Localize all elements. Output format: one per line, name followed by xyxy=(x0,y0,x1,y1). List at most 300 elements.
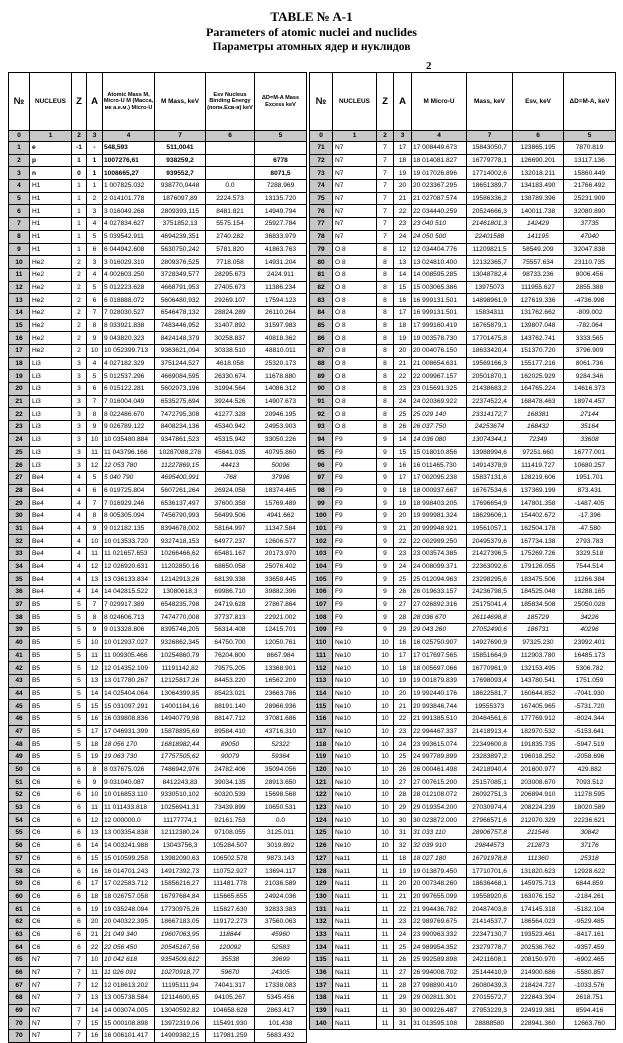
binding-energy-cell: 89584.410 xyxy=(206,725,255,738)
mass-kev-cell: 939552,7 xyxy=(155,167,206,180)
row-number: 81 xyxy=(310,268,333,281)
nucleus-cell: O 8 xyxy=(333,383,377,396)
binding-energy-cell xyxy=(206,167,255,180)
z-cell: 3 xyxy=(72,446,87,459)
z-cell: 3 xyxy=(72,383,87,396)
table-row xyxy=(9,256,307,269)
a-cell: 2 xyxy=(87,192,103,205)
mass-kev-cell: 22347130,7 xyxy=(467,928,513,941)
row-number: 29 xyxy=(9,497,30,510)
row-number: 110 xyxy=(310,636,333,649)
a-cell: 19 xyxy=(394,497,412,510)
z-cell: 4 xyxy=(72,471,87,484)
row-number: 119 xyxy=(310,751,333,764)
table-row xyxy=(9,509,307,522)
mass-kev-cell: 22349600,8 xyxy=(467,738,513,751)
mass-micro-u-cell: 31 013595.108 xyxy=(412,1017,467,1030)
a-cell: 25 xyxy=(394,941,412,954)
mass-kev-cell: 14917392,73 xyxy=(155,865,206,878)
z-cell: 2 xyxy=(72,268,87,281)
a-cell: 21 xyxy=(394,700,412,713)
mass-kev-cell: 15856216,27 xyxy=(155,877,206,890)
binding-energy-cell: 143780.541 xyxy=(513,674,564,687)
mass-micro-u-cell: 14 008595.285 xyxy=(412,268,467,281)
mass-micro-u-cell: 11 043796.166 xyxy=(103,446,155,459)
z-cell: 1 xyxy=(72,243,87,256)
table-row xyxy=(310,243,616,256)
z-cell: 8 xyxy=(377,256,394,269)
mass-micro-u-cell: 9 043820.323 xyxy=(103,332,155,345)
table-row xyxy=(9,814,307,827)
mass-kev-cell: 15837131,6 xyxy=(467,471,513,484)
binding-energy-cell: 214900.686 xyxy=(513,966,564,979)
nucleus-cell: N7 xyxy=(30,954,72,967)
mass-kev-cell: 19561057,1 xyxy=(467,522,513,535)
row-number: 89 xyxy=(310,370,333,383)
column-index: 7 xyxy=(467,131,513,142)
mass-micro-u-cell: 16 039808.836 xyxy=(103,712,155,725)
nucleus-cell: N7 xyxy=(333,154,377,167)
mass-kev-cell: 10266466,62 xyxy=(155,548,206,561)
mass-excess-cell: 12663.760 xyxy=(564,1017,616,1030)
nucleus-cell: F9 xyxy=(333,560,377,573)
mass-kev-cell: 28906757,8 xyxy=(467,827,513,840)
mass-micro-u-cell: 14 003241.988 xyxy=(103,839,155,852)
table-row xyxy=(9,180,307,193)
z-cell: 7 xyxy=(377,142,394,155)
table-row xyxy=(310,624,616,637)
z-cell: 10 xyxy=(377,738,394,751)
z-cell: 11 xyxy=(377,979,394,992)
binding-energy-cell xyxy=(206,154,255,167)
table-row xyxy=(310,332,616,345)
mass-excess-cell: 52322 xyxy=(255,738,307,751)
row-number: 3 xyxy=(9,167,30,180)
nucleus-cell: Na11 xyxy=(333,903,377,916)
binding-energy-cell: 59670 xyxy=(206,966,255,979)
row-number: 46 xyxy=(9,712,30,725)
row-number: 66 xyxy=(9,966,30,979)
table-row xyxy=(310,345,616,358)
row-number: 117 xyxy=(310,725,333,738)
header-mass-micro-u: M Micro-U xyxy=(412,73,467,131)
mass-excess-cell: 13368.901 xyxy=(255,662,307,675)
a-cell: 20 xyxy=(394,687,412,700)
nucleus-cell: F9 xyxy=(333,535,377,548)
mass-kev-cell: 25157085,1 xyxy=(467,776,513,789)
row-number: 113 xyxy=(310,674,333,687)
binding-energy-cell: 2740.282 xyxy=(206,230,255,243)
z-cell: 4 xyxy=(72,509,87,522)
binding-energy-cell: 35538 xyxy=(206,954,255,967)
a-cell: 14 xyxy=(87,586,103,599)
mass-kev-cell: 6548235,798 xyxy=(155,598,206,611)
binding-energy-cell: 30338.510 xyxy=(206,345,255,358)
row-number: 75 xyxy=(310,192,333,205)
mass-kev-cell: 13080618,3 xyxy=(155,586,206,599)
mass-excess-cell: 101.438 xyxy=(255,1017,307,1030)
left-table-body xyxy=(9,142,307,1043)
header-binding-energy: Esv, keV xyxy=(513,73,564,131)
row-number: 101 xyxy=(310,522,333,535)
table-row xyxy=(9,966,307,979)
binding-energy-cell: 151370.720 xyxy=(513,345,564,358)
binding-energy-cell: 64977.237 xyxy=(206,535,255,548)
mass-kev-cell: 20545167,56 xyxy=(155,941,206,954)
table-row xyxy=(310,992,616,1005)
row-number: 122 xyxy=(310,789,333,802)
z-cell: 4 xyxy=(72,497,87,510)
nucleus-cell: Na11 xyxy=(333,992,377,1005)
z-cell: 5 xyxy=(72,738,87,751)
mass-micro-u-cell: 22 994467.337 xyxy=(412,725,467,738)
table-row xyxy=(310,801,616,814)
mass-excess-cell: -809.002 xyxy=(564,306,616,319)
nucleus-cell: H1 xyxy=(30,218,72,231)
nucleus-cell: Ne10 xyxy=(333,738,377,751)
binding-energy-cell: 98733.236 xyxy=(513,268,564,281)
nucleus-cell: O 8 xyxy=(333,408,377,421)
mass-excess-cell: 1751.059 xyxy=(564,674,616,687)
a-cell: 8 xyxy=(87,408,103,421)
mass-micro-u-cell: 24 989954.352 xyxy=(412,941,467,954)
z-cell: 7 xyxy=(377,192,394,205)
mass-micro-u-cell: 6 018888.072 xyxy=(103,294,155,307)
column-index: 5 xyxy=(255,131,307,142)
mass-kev-cell: 5630750,242 xyxy=(155,243,206,256)
row-number: 103 xyxy=(310,548,333,561)
nucleus-cell: N7 xyxy=(30,1004,72,1017)
binding-energy-cell: 167734.138 xyxy=(513,535,564,548)
mass-kev-cell: 22374522,4 xyxy=(467,395,513,408)
table-row xyxy=(9,383,307,396)
nucleus-cell: Ne10 xyxy=(333,827,377,840)
table-row xyxy=(9,763,307,776)
mass-kev-cell: 13043756,3 xyxy=(155,839,206,852)
z-cell: 9 xyxy=(377,586,394,599)
z-cell: 5 xyxy=(72,751,87,764)
nucleus-cell: O 8 xyxy=(333,395,377,408)
table-row xyxy=(310,586,616,599)
mass-excess-cell: 37560.063 xyxy=(255,915,307,928)
mass-excess-cell: 50096 xyxy=(255,459,307,472)
row-number: 17 xyxy=(9,345,30,358)
mass-kev-cell: 21418913,4 xyxy=(467,725,513,738)
binding-energy-cell: 26924.058 xyxy=(206,484,255,497)
mass-micro-u-cell: 19 013879.450 xyxy=(412,865,467,878)
row-number: 8 xyxy=(9,230,30,243)
binding-energy-cell: 84453.220 xyxy=(206,674,255,687)
table-row xyxy=(9,294,307,307)
z-cell: 2 xyxy=(72,281,87,294)
column-index: 2 xyxy=(377,131,394,142)
mass-excess-cell: 13694.117 xyxy=(255,865,307,878)
nucleus-cell: Na11 xyxy=(333,1017,377,1030)
binding-energy-cell: 228941.360 xyxy=(513,1017,564,1030)
mass-excess-cell: -17.396 xyxy=(564,509,616,522)
mass-excess-cell: 22921.002 xyxy=(255,611,307,624)
mass-excess-cell: 25320.173 xyxy=(255,357,307,370)
mass-excess-cell: 3125.011 xyxy=(255,827,307,840)
mass-excess-cell: -782.064 xyxy=(564,319,616,332)
row-number: 112 xyxy=(310,662,333,675)
nucleus-cell: Be4 xyxy=(30,497,72,510)
table-row xyxy=(9,1017,307,1030)
z-cell: 6 xyxy=(72,801,87,814)
a-cell: 10 xyxy=(87,535,103,548)
table-row xyxy=(310,941,616,954)
mass-kev-cell: 20501870,1 xyxy=(467,370,513,383)
mass-excess-cell: -7041.930 xyxy=(564,687,616,700)
mass-excess-cell: 25927.784 xyxy=(255,218,307,231)
column-index-row xyxy=(9,131,307,142)
binding-energy-cell: 45315.942 xyxy=(206,433,255,446)
z-cell: 9 xyxy=(377,446,394,459)
table-row xyxy=(9,852,307,865)
nucleus-cell: F9 xyxy=(333,548,377,561)
table-row xyxy=(9,522,307,535)
binding-energy-cell: 44413 xyxy=(206,459,255,472)
binding-energy-cell: 97251.660 xyxy=(513,446,564,459)
mass-excess-cell: 21766.492 xyxy=(564,180,616,193)
binding-energy-cell: 65481.167 xyxy=(206,548,255,561)
a-cell: 22 xyxy=(87,941,103,954)
nucleus-cell: O 8 xyxy=(333,294,377,307)
table-row xyxy=(310,319,616,332)
a-cell: 1 xyxy=(87,154,103,167)
a-cell: 23 xyxy=(394,218,412,231)
a-cell: 20 xyxy=(87,915,103,928)
header-mass-kev: M Mass, keV xyxy=(155,73,206,131)
binding-energy-cell: 179126.055 xyxy=(513,560,564,573)
mass-excess-cell: 5345.456 xyxy=(255,992,307,1005)
row-number: 92 xyxy=(310,408,333,421)
mass-excess-cell: 30842 xyxy=(564,827,616,840)
nucleus-cell: Li3 xyxy=(30,370,72,383)
header-mass-excess: ΔD=M-A Mass Excess keV xyxy=(255,73,307,131)
binding-energy-cell: 185729 xyxy=(513,611,564,624)
table-row xyxy=(310,979,616,992)
mass-excess-cell: 36833.979 xyxy=(255,230,307,243)
binding-energy-cell: 79575.205 xyxy=(206,662,255,675)
mass-excess-cell: 6844.859 xyxy=(564,877,616,890)
a-cell: 23 xyxy=(394,915,412,928)
table-row xyxy=(310,954,616,967)
mass-excess-cell: 37996 xyxy=(255,471,307,484)
mass-excess-cell: 22236.621 xyxy=(564,814,616,827)
a-cell: 25 xyxy=(394,751,412,764)
mass-micro-u-cell: 8 024606.713 xyxy=(103,611,155,624)
mass-excess-cell: 2793.783 xyxy=(564,535,616,548)
table-row xyxy=(310,509,616,522)
z-cell: 10 xyxy=(377,687,394,700)
z-cell: 2 xyxy=(72,332,87,345)
z-cell: 5 xyxy=(72,624,87,637)
nucleus-cell: Li3 xyxy=(30,408,72,421)
table-row xyxy=(310,154,616,167)
a-cell: 19 xyxy=(394,167,412,180)
binding-energy-cell: 184525.048 xyxy=(513,586,564,599)
mass-excess-cell: 40795.860 xyxy=(255,446,307,459)
header-z: Z xyxy=(377,73,394,131)
binding-energy-cell: 85423.021 xyxy=(206,687,255,700)
nucleus-cell: Na11 xyxy=(333,966,377,979)
z-cell: 3 xyxy=(72,408,87,421)
mass-micro-u-cell: 15 000108.898 xyxy=(103,1017,155,1030)
row-number: 135 xyxy=(310,954,333,967)
binding-energy-cell: 167405.965 xyxy=(513,700,564,713)
a-cell: 7 xyxy=(87,497,103,510)
z-cell: 1 xyxy=(72,192,87,205)
a-cell: 14 xyxy=(87,839,103,852)
binding-energy-cell: 182970.532 xyxy=(513,725,564,738)
mass-excess-cell: 9873.143 xyxy=(255,852,307,865)
a-cell: 27 xyxy=(394,598,412,611)
nucleus-cell: Ne10 xyxy=(333,636,377,649)
row-number: 125 xyxy=(310,827,333,840)
a-cell: 18 xyxy=(394,852,412,865)
a-cell: 17 xyxy=(87,725,103,738)
binding-energy-cell: 90079 xyxy=(206,751,255,764)
mass-micro-u-cell: 15 010599.258 xyxy=(103,852,155,865)
mass-micro-u-cell: 18 026757.058 xyxy=(103,890,155,903)
mass-kev-cell: 14914378,9 xyxy=(467,459,513,472)
nucleus-cell: C6 xyxy=(30,852,72,865)
mass-micro-u-cell: 20 004076.150 xyxy=(412,345,467,358)
mass-micro-u-cell: 25 029 140 xyxy=(412,408,467,421)
mass-excess-cell: 23992.401 xyxy=(564,636,616,649)
table-row xyxy=(310,915,616,928)
table-row xyxy=(310,230,616,243)
row-number: 100 xyxy=(310,509,333,522)
row-number: 121 xyxy=(310,776,333,789)
a-cell: 12 xyxy=(87,459,103,472)
mass-micro-u-cell: 12 034404.776 xyxy=(412,243,467,256)
mass-kev-cell: 27953229,3 xyxy=(467,1004,513,1017)
mass-excess-cell: 6778 xyxy=(255,154,307,167)
nucleus-cell: C6 xyxy=(30,877,72,890)
nucleus-cell: O 8 xyxy=(333,421,377,434)
mass-micro-u-cell: 23 015691.325 xyxy=(412,383,467,396)
z-cell: 7 xyxy=(72,979,87,992)
nucleus-cell: Na11 xyxy=(333,941,377,954)
z-cell: 6 xyxy=(72,789,87,802)
row-number: 88 xyxy=(310,357,333,370)
nucleus-cell: N7 xyxy=(333,180,377,193)
row-number: 24 xyxy=(9,433,30,446)
table-row xyxy=(9,789,307,802)
z-cell: 5 xyxy=(72,662,87,675)
z-cell: 8 xyxy=(377,332,394,345)
nucleus-cell: F9 xyxy=(333,459,377,472)
z-cell: 3 xyxy=(72,459,87,472)
a-cell: 22 xyxy=(394,535,412,548)
nucleus-cell: F9 xyxy=(333,624,377,637)
nucleus-cell: Li3 xyxy=(30,395,72,408)
nucleus-cell: B5 xyxy=(30,624,72,637)
mass-micro-u-cell: 17 008449.673 xyxy=(412,142,467,155)
mass-excess-cell: 18288.165 xyxy=(564,586,616,599)
row-number: 44 xyxy=(9,687,30,700)
nucleus-cell: Be4 xyxy=(30,548,72,561)
header-binding-energy: Esv Nucleus Binding Energy (попн.Есв-я) keV xyxy=(206,73,255,131)
nucleus-cell: O 8 xyxy=(333,306,377,319)
z-cell: 8 xyxy=(377,408,394,421)
mass-excess-cell: 40296 xyxy=(564,624,616,637)
row-number: 5 xyxy=(9,192,30,205)
binding-energy-cell: 4618.058 xyxy=(206,357,255,370)
mass-kev-cell: 18636468,1 xyxy=(467,877,513,890)
mass-excess-cell: 4941.662 xyxy=(255,509,307,522)
nucleus-cell: F9 xyxy=(333,522,377,535)
mass-micro-u-cell: 19 035248.094 xyxy=(103,903,155,916)
mass-excess-cell: 18374.465 xyxy=(255,484,307,497)
table-row xyxy=(310,674,616,687)
binding-energy-cell: 143762.741 xyxy=(513,332,564,345)
binding-energy-cell: 137369.199 xyxy=(513,484,564,497)
z-cell: 10 xyxy=(377,751,394,764)
table-row xyxy=(9,979,307,992)
z-cell: 5 xyxy=(72,611,87,624)
mass-micro-u-cell: 18 014081.827 xyxy=(412,154,467,167)
z-cell: 5 xyxy=(72,725,87,738)
mass-excess-cell: 3019.892 xyxy=(255,839,307,852)
table-row xyxy=(310,598,616,611)
mass-micro-u-cell: 26 000461.498 xyxy=(412,763,467,776)
row-number: 31 xyxy=(9,522,30,535)
z-cell: 10 xyxy=(377,789,394,802)
a-cell: 19 xyxy=(87,903,103,916)
mass-kev-cell: 16770961,9 xyxy=(467,662,513,675)
a-cell: 18 xyxy=(87,890,103,903)
nucleus-cell: Be4 xyxy=(30,535,72,548)
z-cell: 8 xyxy=(377,345,394,358)
binding-energy-cell: 128219.606 xyxy=(513,471,564,484)
table-row xyxy=(310,294,616,307)
mass-kev-cell: 11191142,82 xyxy=(155,662,206,675)
a-cell: 13 xyxy=(87,573,103,586)
mass-micro-u-cell: 13 003354.838 xyxy=(103,827,155,840)
z-cell: 11 xyxy=(377,877,394,890)
mass-kev-cell: 6535275,694 xyxy=(155,395,206,408)
mass-kev-cell: 6546478,132 xyxy=(155,306,206,319)
mass-micro-u-cell: 26 037 750 xyxy=(412,421,467,434)
mass-micro-u-cell: 26 019633.157 xyxy=(412,586,467,599)
mass-kev-cell: 9330510,102 xyxy=(155,789,206,802)
mass-micro-u-cell: 5 012537.296 xyxy=(103,370,155,383)
mass-micro-u-cell: 22 009967.157 xyxy=(412,370,467,383)
mass-micro-u-cell: 22 989769.675 xyxy=(412,915,467,928)
mass-micro-u-cell: 20 007348.260 xyxy=(412,877,467,890)
row-number: 61 xyxy=(9,903,30,916)
table-row xyxy=(310,814,616,827)
header-z: Z xyxy=(72,73,87,131)
row-number: 39 xyxy=(9,624,30,637)
mass-excess-cell: 14949.794 xyxy=(255,205,307,218)
mass-kev-cell: 24218940,4 xyxy=(467,763,513,776)
table-row xyxy=(310,890,616,903)
mass-kev-cell: 2809393,115 xyxy=(155,205,206,218)
row-number: 139 xyxy=(310,1004,333,1017)
row-number: 126 xyxy=(310,839,333,852)
a-cell: 4 xyxy=(87,357,103,370)
binding-energy-cell: 28824.289 xyxy=(206,306,255,319)
a-cell: 18 xyxy=(394,484,412,497)
nucleus-cell: Na11 xyxy=(333,1004,377,1017)
nucleus-cell: F9 xyxy=(333,497,377,510)
a-cell: 3 xyxy=(87,256,103,269)
mass-micro-u-cell: 9 012182.135 xyxy=(103,522,155,535)
